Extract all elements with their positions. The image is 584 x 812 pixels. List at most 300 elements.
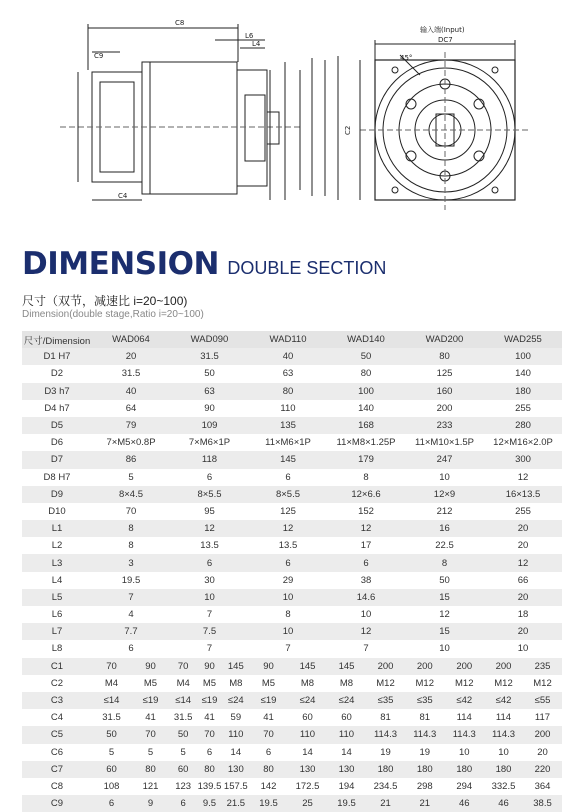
table-row — [22, 383, 562, 400]
table-row — [22, 675, 562, 692]
dimension-value: 20 — [517, 540, 529, 552]
dimension-value: ≤55 — [534, 695, 551, 707]
dimension-value: 38.5 — [533, 798, 552, 810]
dimension-value: 8×5.5 — [249, 486, 327, 503]
dimension-value-group — [92, 692, 170, 709]
dimension-value-group — [92, 744, 170, 761]
dimension-value: M5 — [143, 677, 158, 689]
dimension-value: 6 — [108, 798, 115, 810]
dimension-value: 7.7 — [92, 623, 170, 640]
dimension-value: 180 — [377, 763, 394, 775]
dimension-value: 10 — [498, 746, 509, 758]
table-row — [22, 520, 562, 537]
dimension-value: 10 — [517, 643, 529, 655]
dimension-value: 25 — [302, 798, 313, 810]
dimension-value: M5 — [261, 677, 276, 689]
dimension-value: 114.3 — [452, 729, 476, 741]
dimension-value: 20 — [537, 746, 548, 758]
dimension-value: 114.3 — [373, 729, 398, 741]
dimension-value: 12×6.6 — [327, 486, 405, 503]
dimension-value: 298 — [416, 780, 433, 792]
dimension-value: 50 — [204, 368, 215, 380]
table-row — [22, 640, 562, 657]
dimension-value: 90 — [204, 402, 215, 414]
table-row — [22, 486, 562, 503]
dimension-value: 180 — [495, 763, 512, 775]
dimension-value: 59 — [230, 712, 242, 724]
dimension-value: 70 — [145, 729, 156, 741]
table-row — [22, 606, 562, 623]
dimension-value: M12 — [533, 677, 552, 689]
table-row — [22, 348, 562, 365]
dimension-value: 70 — [177, 660, 189, 672]
dimension-value: 50 — [177, 729, 189, 741]
dimension-label: D2 — [50, 368, 64, 380]
dimension-value-group — [249, 744, 327, 761]
dimension-value: 140 — [358, 402, 374, 414]
dimension-value: 145 — [299, 660, 316, 672]
svg-text:C2: C2 — [344, 125, 352, 135]
dimension-value: 41 — [145, 712, 156, 724]
dimension-value: 200 — [436, 402, 453, 414]
dimension-value: 80 — [204, 763, 215, 775]
table-row — [22, 692, 562, 709]
dimension-value: 247 — [405, 451, 484, 468]
dimension-value: 17 — [360, 540, 372, 552]
dimension-label: D5 — [22, 417, 92, 434]
dimension-value: 64 — [125, 402, 137, 414]
dimension-value: 135 — [249, 417, 327, 434]
dimension-value: M4 — [104, 677, 119, 689]
dimension-value: 70 — [106, 660, 117, 672]
dimension-value: 10 — [170, 589, 249, 606]
table-row — [22, 589, 562, 606]
dimension-value: 20 — [484, 520, 562, 537]
dimension-value: 19.5 — [259, 798, 278, 810]
dimension-value: 8×4.5 — [92, 486, 170, 503]
dimension-value: 10 — [249, 589, 327, 606]
dimension-value: 3 — [92, 554, 170, 571]
dimension-value: ≤35 — [377, 695, 394, 707]
dimension-value: 60 — [302, 712, 313, 724]
dimension-value: 118 — [170, 451, 249, 468]
svg-text:C8: C8 — [175, 19, 185, 27]
dimension-value: 12×M16×2.0P — [493, 437, 553, 449]
dimension-value: 8 — [285, 609, 291, 621]
dimension-value: 41 — [204, 712, 215, 724]
dimension-value: 294 — [456, 780, 473, 792]
dimension-value: 13.5 — [278, 540, 298, 552]
dimension-value: 31.5 — [121, 368, 141, 380]
table-row — [22, 400, 562, 417]
dimension-value: 7 — [206, 643, 213, 655]
dimension-value-group — [170, 675, 249, 692]
dimension-value: 145 — [249, 451, 327, 468]
dimension-value: 5 — [147, 746, 154, 758]
dimension-value: 235 — [534, 660, 551, 672]
dimension-value: 125 — [436, 368, 453, 380]
dimension-label: C9 — [22, 795, 92, 812]
dimension-value: 200 — [456, 660, 473, 672]
dimension-value: 21 — [419, 798, 431, 810]
dimension-value: 11×M6×1P — [265, 437, 311, 449]
dimension-value: ≤19 — [260, 695, 277, 707]
dimension-value-group — [405, 795, 484, 812]
dimension-value: 20 — [484, 623, 562, 640]
dimension-value: M12 — [415, 677, 434, 689]
header-dimension: 尺寸/Dimension — [22, 331, 92, 348]
dimension-value: ≤42 — [456, 695, 473, 707]
dimension-value: 40 — [249, 348, 327, 365]
table-row — [22, 623, 562, 640]
dimension-value: 21.5 — [226, 798, 246, 810]
dimension-label: C1 — [22, 658, 92, 675]
dimension-value: 200 — [416, 660, 433, 672]
dimension-value: 100 — [327, 383, 405, 400]
dimension-value: 16×13.5 — [484, 486, 562, 503]
dimension-value: 80 — [263, 763, 274, 775]
dimension-value: 300 — [484, 451, 562, 468]
technical-drawing — [0, 0, 584, 238]
svg-text:C4: C4 — [118, 192, 128, 200]
dimension-value: 15 — [405, 589, 484, 606]
dimension-value-group — [405, 726, 484, 743]
dimension-label: C8 — [50, 780, 64, 792]
dimension-value: 16 — [405, 520, 484, 537]
dimension-value: 110 — [338, 729, 355, 741]
table-row — [22, 554, 562, 571]
dimension-value-group — [405, 709, 484, 726]
dimension-table — [22, 331, 562, 812]
dimension-value: 95 — [204, 505, 215, 517]
svg-text:L6: L6 — [245, 32, 254, 40]
dimension-value: 90 — [204, 660, 215, 672]
dimension-value: 46 — [498, 798, 509, 810]
dimension-value: 12 — [517, 471, 529, 483]
dimension-value: 22.5 — [435, 540, 454, 552]
dimension-value: ≤24 — [227, 695, 244, 707]
dimension-value-group — [170, 726, 249, 743]
dimension-value: 12×9 — [405, 486, 484, 503]
dimension-value-group — [484, 675, 562, 692]
dimension-value: 66 — [517, 574, 529, 586]
dimension-value: 80 — [360, 368, 372, 380]
dimension-value: 12 — [327, 623, 405, 640]
dimension-value: 60 — [341, 712, 352, 724]
dimension-label: L6 — [51, 609, 63, 621]
table-row — [22, 795, 562, 812]
dimension-label: L1 — [22, 520, 92, 537]
svg-text:45°: 45° — [400, 54, 413, 62]
dimension-value: 9 — [147, 798, 154, 810]
dimension-value-group — [405, 692, 484, 709]
dimension-value: 114 — [456, 712, 472, 724]
dimension-value-group — [170, 744, 249, 761]
dimension-value: 19.5 — [121, 574, 141, 586]
dimension-value: ≤19 — [201, 695, 218, 707]
dimension-label: C5 — [22, 726, 92, 743]
svg-text:C9: C9 — [94, 52, 104, 60]
dimension-value: 140 — [515, 368, 531, 380]
header-model: WAD110 — [249, 331, 327, 348]
table-header-row — [22, 331, 562, 348]
dimension-value: 255 — [515, 402, 531, 414]
dimension-value-group — [405, 744, 484, 761]
dimension-label: C6 — [50, 746, 64, 758]
table-row — [22, 434, 562, 451]
dimension-value-group — [327, 658, 405, 675]
dimension-value-group — [92, 778, 170, 795]
dimension-value: 38 — [360, 574, 372, 586]
dimension-label: L5 — [22, 589, 92, 606]
dimension-value-group — [405, 675, 484, 692]
dimension-value: ≤19 — [142, 695, 159, 707]
dimension-value: 12 — [484, 554, 562, 571]
dimension-value: 145 — [227, 660, 244, 672]
table-row — [22, 537, 562, 554]
dimension-value: 90 — [145, 660, 156, 672]
dimension-label: D10 — [48, 505, 66, 517]
dimension-value-group — [92, 761, 170, 778]
dimension-value: 50 — [439, 574, 450, 586]
table-row — [22, 572, 562, 589]
dimension-label: L2 — [51, 540, 63, 552]
dimension-value: 19.5 — [337, 798, 356, 810]
dimension-value: 30 — [204, 574, 215, 586]
dimension-value-group — [249, 778, 327, 795]
dimension-value-group — [249, 795, 327, 812]
dimension-value: 110 — [299, 729, 316, 741]
dimension-value-group — [170, 761, 249, 778]
dimension-label: D6 — [50, 437, 64, 449]
header-model: WAD255 — [484, 331, 562, 348]
dimension-label: C7 — [22, 761, 92, 778]
dimension-value: M8 — [300, 677, 315, 689]
dimension-value: 19 — [419, 746, 431, 758]
dimension-value: 86 — [92, 451, 170, 468]
dimension-value: 10 — [360, 609, 372, 621]
dimension-value-group — [484, 778, 562, 795]
dimension-value: 8 — [128, 540, 134, 552]
dimension-value: 6 — [128, 643, 134, 655]
dimension-value: 4 — [128, 609, 134, 621]
header-model: WAD090 — [170, 331, 249, 348]
dimension-label: D1 H7 — [22, 348, 92, 365]
dimension-value-group — [92, 658, 170, 675]
dimension-value: 10 — [249, 623, 327, 640]
dimension-value: M12 — [455, 677, 474, 689]
dimension-value-group — [170, 778, 249, 795]
dimension-value: 8 — [405, 554, 484, 571]
dimension-value: 60 — [106, 763, 117, 775]
dimension-value-group — [484, 658, 562, 675]
dimension-value-group — [327, 675, 405, 692]
dimension-value: 160 — [405, 383, 484, 400]
dimension-value: 109 — [170, 417, 249, 434]
dimension-value-group — [484, 744, 562, 761]
dimension-label: L3 — [22, 554, 92, 571]
dimension-value: 7 — [206, 609, 213, 621]
dimension-value-group — [327, 778, 405, 795]
dimension-value: 6 — [285, 471, 291, 483]
dimension-value: ≤24 — [299, 695, 316, 707]
dimension-value-group — [484, 795, 562, 812]
dimension-value: ≤35 — [416, 695, 433, 707]
dimension-value: 123 — [175, 780, 192, 792]
dimension-value: 20 — [484, 589, 562, 606]
dimension-value: 7 — [363, 643, 369, 655]
dimension-value: 130 — [299, 763, 316, 775]
dimension-value: 142 — [260, 780, 277, 792]
table-row — [22, 709, 562, 726]
dimension-value: 7.5 — [170, 623, 249, 640]
dimension-value: M5 — [202, 677, 217, 689]
dimension-value: 50 — [327, 348, 405, 365]
dimension-value-group — [327, 795, 405, 812]
dimension-value-group — [327, 709, 405, 726]
svg-text:DC7: DC7 — [438, 36, 453, 44]
dimension-value: 125 — [280, 505, 296, 517]
dimension-value: 13.5 — [200, 540, 219, 552]
dimension-value: 90 — [263, 660, 274, 672]
dimension-value: 7 — [285, 643, 291, 655]
title-sub: DOUBLE SECTION — [227, 258, 387, 278]
dimension-value: 14 — [302, 746, 313, 758]
dimension-value: 63 — [170, 383, 249, 400]
dimension-value-group — [170, 795, 249, 812]
dimension-value-group — [170, 692, 249, 709]
dimension-value: 110 — [228, 729, 244, 741]
dimension-value: M12 — [494, 677, 513, 689]
header-model: WAD200 — [405, 331, 484, 348]
dimension-value: 29 — [282, 574, 294, 586]
dimension-value: 46 — [458, 798, 470, 810]
dimension-value: 6 — [170, 554, 249, 571]
dimension-value: 9.5 — [202, 798, 217, 810]
dimension-value: 212 — [436, 505, 453, 517]
section-title — [22, 246, 386, 286]
dimension-value: 10 — [439, 471, 450, 483]
dimension-label: L8 — [51, 643, 63, 655]
dimension-value-group — [249, 709, 327, 726]
dimension-value: 12 — [327, 520, 405, 537]
dimension-value: 200 — [495, 660, 512, 672]
dimension-value: ≤14 — [175, 695, 192, 707]
header-model: WAD064 — [92, 331, 170, 348]
dimension-value: 100 — [484, 348, 562, 365]
dimension-label: D9 — [22, 486, 92, 503]
dimension-value: 200 — [534, 729, 551, 741]
dimension-value-group — [484, 761, 562, 778]
dimension-value: 41 — [263, 712, 274, 724]
dimension-value-group — [92, 675, 170, 692]
dimension-value: ≤42 — [495, 695, 512, 707]
dimension-value-group — [405, 658, 484, 675]
dimension-value: 7×M5×0.8P — [106, 437, 156, 449]
dimension-value: 18 — [517, 609, 529, 621]
dimension-value: 233 — [405, 417, 484, 434]
dimension-value: M4 — [176, 677, 190, 689]
dimension-value-group — [249, 675, 327, 692]
dimension-value: 180 — [416, 763, 433, 775]
header-model: WAD140 — [327, 331, 405, 348]
dimension-value-group — [405, 761, 484, 778]
dimension-value-group — [92, 726, 170, 743]
dimension-value: 139.5 — [197, 780, 222, 792]
dimension-value: ≤24 — [338, 695, 355, 707]
dimension-value: 114.3 — [491, 729, 516, 741]
dimension-value-group — [170, 709, 249, 726]
dimension-value: 80 — [145, 763, 156, 775]
dimension-label: D3 h7 — [22, 383, 92, 400]
dimension-label: C2 — [50, 677, 64, 689]
dimension-value: 6 — [206, 471, 213, 483]
dimension-value: 8 — [363, 471, 369, 483]
dimension-value: 6 — [180, 798, 186, 810]
dimension-value-group — [249, 658, 327, 675]
dimension-value: 79 — [92, 417, 170, 434]
dimension-label: C3 — [22, 692, 92, 709]
dimension-value-group — [484, 726, 562, 743]
dimension-value: 180 — [484, 383, 562, 400]
dimension-value: 194 — [338, 780, 355, 792]
dimension-value: 280 — [484, 417, 562, 434]
svg-text:L4: L4 — [252, 40, 261, 48]
dimension-value: 11×M8×1.25P — [336, 437, 396, 449]
dimension-label: C4 — [50, 712, 64, 724]
dimension-value: 15 — [405, 623, 484, 640]
dimension-value: 130 — [338, 763, 355, 775]
table-row — [22, 658, 562, 675]
dimension-value: 108 — [103, 780, 120, 792]
dimension-value: 168 — [327, 417, 405, 434]
dimension-value: 12 — [439, 609, 450, 621]
dimension-value: ≤14 — [103, 695, 120, 707]
dimension-value: 172.5 — [295, 780, 320, 792]
dimension-value: 180 — [456, 763, 473, 775]
table-row — [22, 503, 562, 520]
dimension-value-group — [327, 726, 405, 743]
dimension-value-group — [327, 692, 405, 709]
dimension-value: 152 — [358, 505, 374, 517]
dimension-value: 157.5 — [223, 780, 248, 792]
dimension-value: 117 — [534, 712, 551, 724]
dimension-value: 81 — [380, 712, 391, 724]
dimension-value: 110 — [280, 402, 296, 414]
dimension-value: 234.5 — [373, 780, 398, 792]
dimension-value-group — [92, 795, 170, 812]
dimension-value: 31.5 — [170, 348, 249, 365]
dimension-value: 10 — [439, 643, 450, 655]
dimension-value-group — [405, 778, 484, 795]
dimension-value: M8 — [229, 677, 243, 689]
dimension-value: 255 — [515, 505, 531, 517]
dimension-value: 7 — [92, 589, 170, 606]
dimension-value: 12 — [170, 520, 249, 537]
dimension-value: 364 — [534, 780, 551, 792]
dimension-value: 8 — [92, 520, 170, 537]
dimension-value: M8 — [339, 677, 354, 689]
dimension-value-group — [92, 709, 170, 726]
subtitle-english: Dimension(double stage,Ratio i=20~100) — [22, 309, 204, 320]
dimension-value-group — [484, 709, 562, 726]
dimension-value-group — [249, 761, 327, 778]
title-main: DIMENSION — [22, 246, 219, 282]
dimension-value-group — [327, 761, 405, 778]
dimension-value-group — [249, 726, 327, 743]
dimension-label: D7 — [22, 451, 92, 468]
dimension-value: 70 — [125, 505, 137, 517]
